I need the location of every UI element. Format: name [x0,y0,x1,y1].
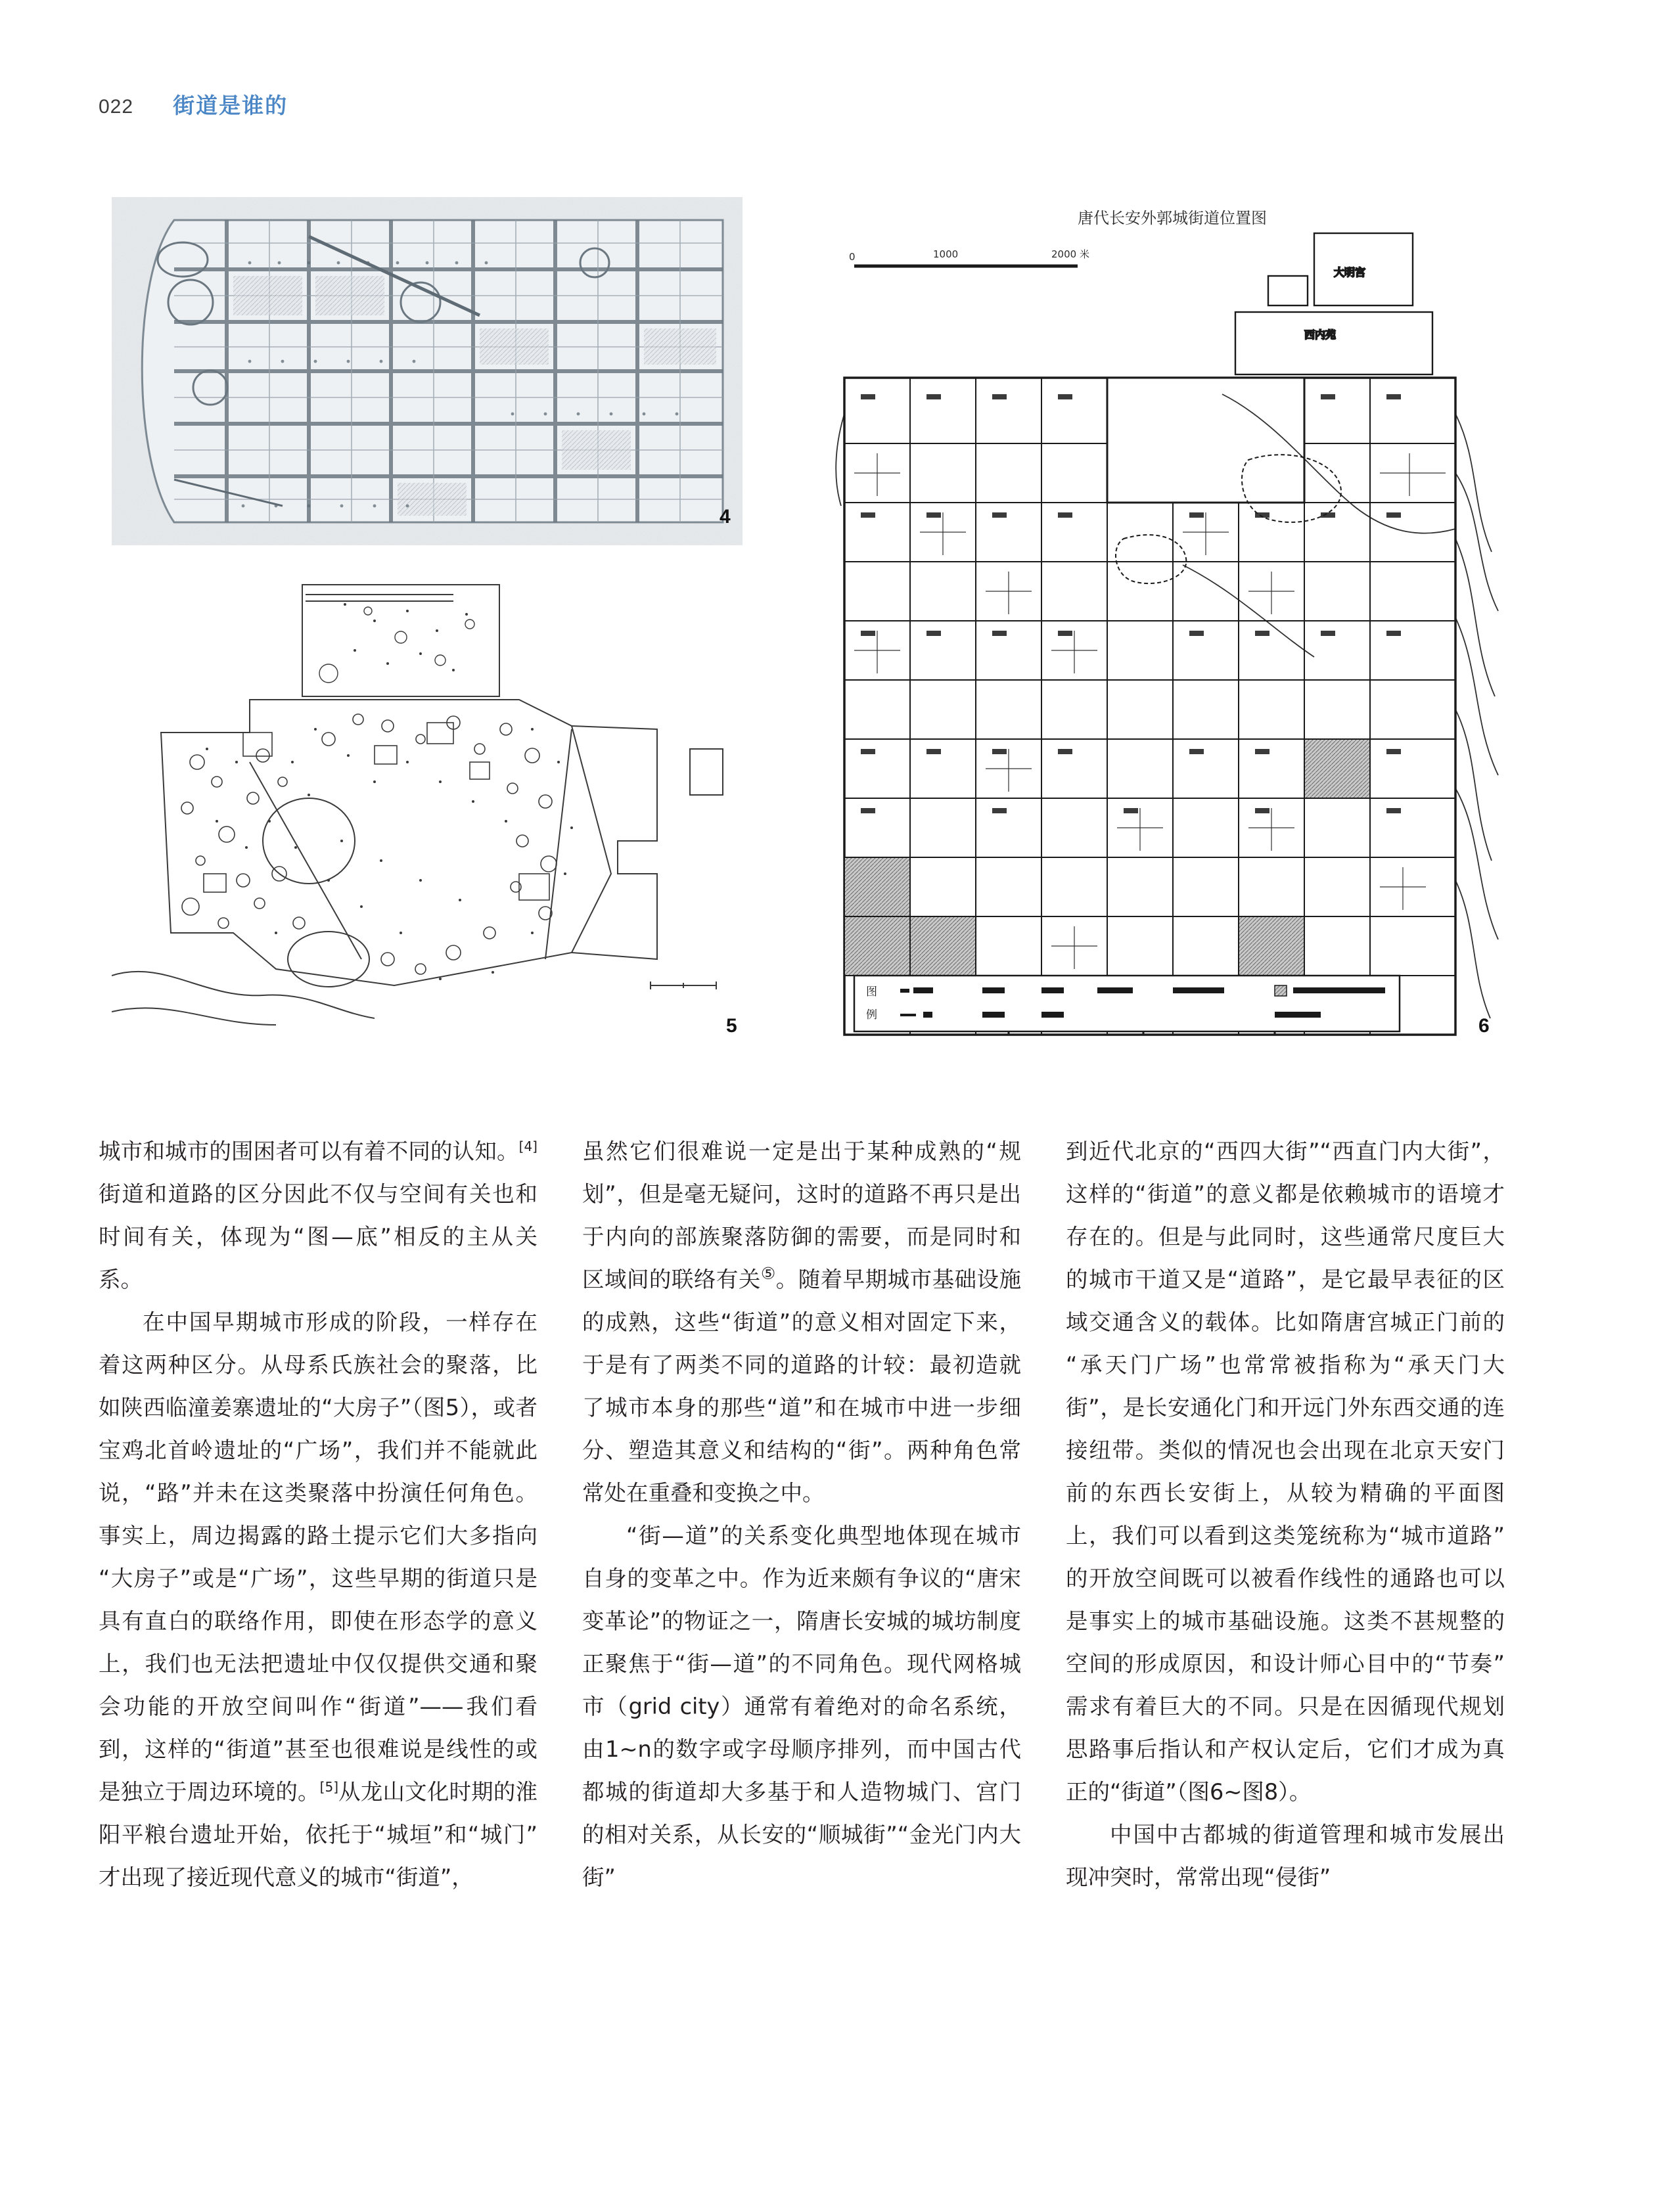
figure-6-scale-0: 0 [849,251,856,263]
figure-5-artwork [112,565,743,1038]
page-folio: 022 [99,96,134,118]
figure-4-city-plan [112,197,743,545]
paragraph [582,1130,1021,1514]
footnote-marker[interactable]: [5] [319,1778,339,1795]
figure-band [0,184,1669,1051]
figure-6-scale-1000: 1000 [933,248,959,260]
paragraph-text: 。随着早期城市基础设施的成熟，这些“街道”的意义相对固定下来，于是有了两类不同的道路的计较：最初造就了城市本身的那些“道”和在城市中进一步细分、塑造其意义和结构的“街”。两种角色常常处在重叠和变换之中。 [582,1267,1021,1506]
svg-text:大明宫: 大明宫 [1334,266,1366,279]
paragraph [99,1301,537,1899]
paragraph-text: 在中国早期城市形成的阶段，一样存在着这两种区分。从母系氏族社会的聚落，比如陕西临潼姜寨遗址的“大房子”（图5），或者宝鸡北首岭遗址的“广场”，我们并不能就此说，“路”并未在这类聚落中扮演任何角色。事实上，周边揭露的路土提示它们大多指向“大房子”或是“广场”，这些早期的街道只是具有直白的联络作用，即使在形态学的意义上，我们也无法把遗址中仅仅提供交通和聚会功能的开放空间叫作“街道”——我们看到，这样的“街道”甚至也很难说是线性的或是独立于周边环境的。 [99,1309,537,1805]
running-title: 街道是谁的 [173,93,288,118]
figure-4-number: 4 [720,506,731,528]
paragraph-text: 虽然它们很难说一定是出于某种成熟的“规划”，但是毫无疑问，这时的道路不再只是出于内向的部族聚落防御的需要，而是同时和区域间的联络有关 [582,1139,1021,1292]
body-text-columns [99,1130,1570,2115]
paragraph-text: 城市和城市的围困者可以有着不同的认知。 [99,1139,519,1164]
footnote-marker[interactable]: [4] [518,1138,537,1154]
paragraph-text: 中国中古都城的街道管理和城市发展出现冲突时，常常出现“侵街” [1066,1822,1505,1890]
running-head [99,89,288,120]
paragraph [1066,1813,1505,1899]
text-column-2 [582,1130,1021,2115]
paragraph [99,1130,537,1301]
footnote-marker-circled[interactable]: ⑤ [760,1263,776,1283]
svg-text:例: 例 [866,1008,877,1022]
paragraph-text: 街道和道路的区分因此不仅与空间有关也和时间有关，体现为“图—底”相反的主从关系。 [99,1181,537,1292]
svg-text:西内苑: 西内苑 [1304,328,1337,341]
figure-6-map-title: 唐代长安外郭城街道位置图 [1078,209,1267,227]
figure-6-number: 6 [1478,1015,1490,1037]
figure-5-site-plan [112,565,743,1038]
figure-6-ward-map [815,197,1511,1038]
text-column-1 [99,1130,537,2115]
figure-4-artwork [112,197,743,545]
text-column-3 [1066,1130,1505,2115]
figure-6-scale-2000: 2000 米 [1051,248,1089,260]
paragraph-text: “街—道”的关系变化典型地体现在城市自身的变革之中。作为近来颇有争议的“唐宋变革论”的物证之一，隋唐长安城的城坊制度正聚焦于“街—道”的不同角色。现代网格城市（grid city）通常有着绝对的命名系统，由1~n的数字或字母顺序排列，而中国古代都城的街道却大多基于和人造物城门、宫门的相对关系，从长安的“顺城街”“金光门内大街” [582,1523,1021,1890]
paragraph-text: 从龙山文化时期的淮阳平粮台遗址开始，依托于“城垣”和“城门”才出现了接近现代意义的城市“街道”， [99,1779,538,1890]
paragraph [1066,1130,1505,1813]
paragraph-text: 到近代北京的“西四大街”“西直门内大街”，这样的“街道”的意义都是依赖城市的语境才存在的。但是与此同时，这些通常尺度巨大的城市干道又是“道路”，是它最早表征的区域交通含义的载体。比如隋唐宫城正门前的“承天门广场”也常常被指称为“承天门大街”，是长安通化门和开远门外东西交通的连接纽带。类似的情况也会出现在北京天安门前的东西长安街上，从较为精确的平面图上，我们可以看到这类笼统称为“城市道路”的开放空间既可以被看作线性的通路也可以是事实上的城市基础设施。这类不甚规整的空间的形成原因，和设计师心目中的“节奏”需求有着巨大的不同。只是在因循现代规划思路事后指认和产权认定后，它们才成为真正的“街道”（图6~图8）。 [1066,1139,1505,1805]
figure-6-legend-label: 图 [866,985,877,999]
paragraph [582,1514,1021,1899]
figure-5-number: 5 [726,1015,737,1037]
figure-6-artwork [815,197,1511,1038]
